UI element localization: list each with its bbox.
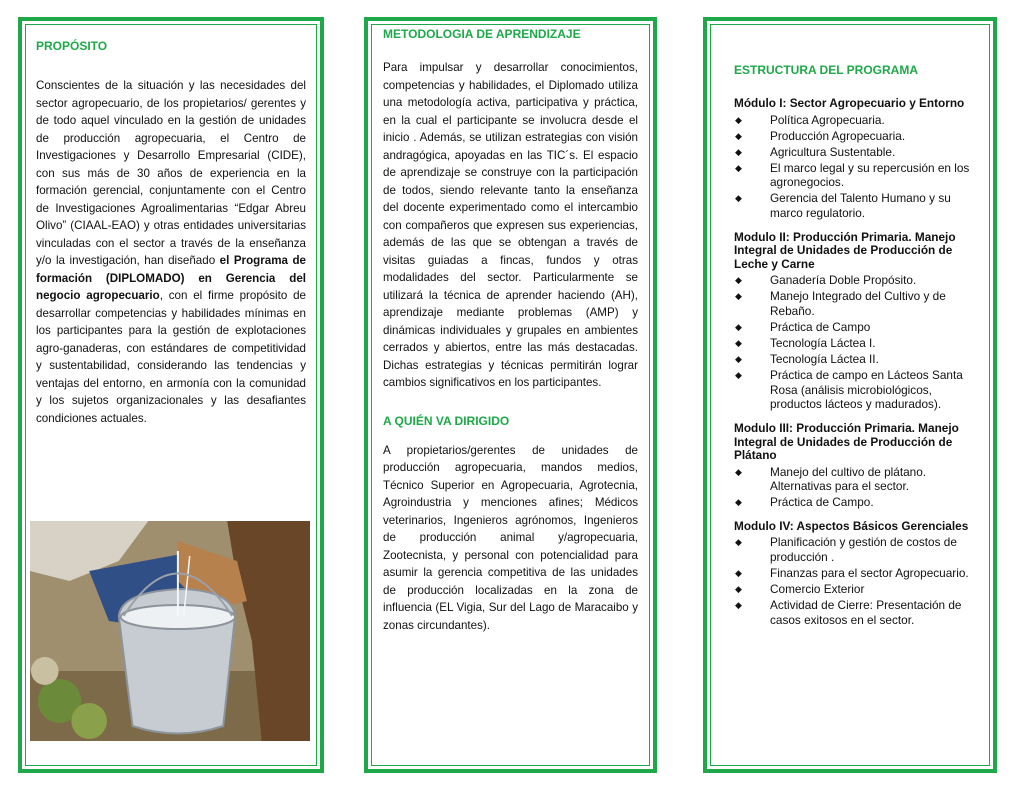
list-item — [734, 352, 973, 367]
diamond-bullet-icon: ◆ — [735, 497, 742, 508]
list-item — [734, 495, 973, 510]
heading-proposito: PROPÓSITO — [36, 39, 108, 53]
list-item-text: Tecnología Láctea I. — [770, 336, 876, 351]
diamond-bullet-icon: ◆ — [735, 584, 742, 595]
modules-list — [734, 97, 973, 627]
list-item — [734, 598, 973, 627]
list-item — [734, 191, 973, 220]
diamond-bullet-icon: ◆ — [735, 146, 742, 157]
list-item-text: Producción Agropecuaria. — [770, 128, 906, 143]
list-item — [734, 161, 973, 190]
module-1 — [734, 97, 973, 221]
proposito-text-b: , con el firme propósito de desarrollar competencias y habilidades mínimas en los participantes para la gestión de explotaciones agro-ganaderas, con estándares de competitividad y sustentabilidad, considerando las tendencias y ventajas del entorno, en armonía con la comunidad y los sujetos organizacionales y las desafiantes condiciones actuales. — [36, 289, 306, 425]
diamond-bullet-icon: ◆ — [735, 162, 742, 173]
list-item — [734, 582, 973, 597]
module-items — [734, 465, 973, 510]
list-item-text: Manejo Integrado del Cultivo y de Rebaño. — [770, 289, 946, 318]
list-item-text: Finanzas para el sector Agropecuario. — [770, 565, 969, 580]
heading-metodologia: METODOLOGIA DE APRENDIZAJE — [383, 27, 581, 41]
proposito-text-a: Conscientes de la situación y las necesidades del sector agropecuario, de los propietarios/ gerentes y de todo aquel vinculado en la gestión de unidades de producción agropecuaria, el Centro de Investigaciones y Desarrollo Empresarial (CIDE), con sus más de 30 años de experiencia en la formación gerencial, conjuntamente con el Centro de Investigaciones Agroalimentarias “Edgar Abreu Olivo” (CIAAL-EAO) y otras entidades universitarias vinculadas con el sector a través de la enseñanza y/o la investigación, han diseñado — [36, 79, 306, 267]
diamond-bullet-icon: ◆ — [735, 275, 742, 286]
list-item-text: Práctica de Campo — [770, 319, 871, 334]
list-item-text: El marco legal y su repercusión en los agronegocios. — [770, 160, 970, 190]
module-4 — [734, 520, 973, 628]
list-item-text: Tecnología Láctea II. — [770, 352, 879, 367]
module-title: Módulo I: Sector Agropecuario y Entorno — [734, 96, 965, 110]
list-item-text: Comercio Exterior — [770, 582, 865, 597]
diamond-bullet-icon: ◆ — [735, 130, 742, 141]
list-item — [734, 273, 973, 288]
list-item — [734, 129, 973, 144]
diamond-bullet-icon: ◆ — [735, 321, 742, 332]
proposito-text-bold: el Programa de formación (DIPLOMADO) en Gerencia del negocio agropecuario — [36, 254, 306, 302]
module-items — [734, 273, 973, 412]
list-item-text: Práctica de Campo. — [770, 495, 874, 510]
diamond-bullet-icon: ◆ — [735, 537, 742, 548]
heading-estructura: ESTRUCTURA DEL PROGRAMA — [734, 63, 919, 77]
list-item — [734, 535, 973, 564]
list-item-text: Política Agropecuaria. — [770, 112, 885, 127]
milking-photo — [30, 521, 310, 741]
list-item-text: Actividad de Cierre: Presentación de casos exitosos en el sector. — [770, 598, 962, 627]
list-item — [734, 465, 973, 494]
list-item — [734, 289, 973, 318]
diamond-bullet-icon: ◆ — [735, 466, 742, 477]
list-item-text: Gerencia del Talento Humano y su marco regulatorio. — [770, 191, 951, 221]
module-3 — [734, 422, 973, 510]
panel-metodologia — [364, 17, 657, 773]
heading-a-quien-va-dirigido: A QUIÉN VA DIRIGIDO — [383, 413, 510, 428]
dirigido-text: A propietarios/gerentes de unidades de producción agropecuaria, mandos medios, Técnico Superior en Agropecuaria, Agrotecnia, Agroindustria y menciones afines; Médicos veterinarios, Ingenieros agrónomos, Ingenieros de producción animal y/agropecuaria, Zootecnista, y personal con potencialidad para asumir la gerencia competitiva de las unidades de producción localizadas en la zona de influencia (EL Vigia, Sur del Lago de Maracaibo y zonas circundantes). — [383, 443, 638, 632]
list-item — [734, 336, 973, 351]
list-item-text: Planificación y gestión de costos de producción . — [770, 535, 957, 564]
list-item-text: Agricultura Sustentable. — [770, 144, 896, 159]
module-items — [734, 113, 973, 221]
proposito-text — [36, 77, 306, 427]
list-item-text: Manejo del cultivo de plátano. Alternativas para el sector. — [770, 464, 927, 494]
diamond-bullet-icon: ◆ — [735, 193, 742, 204]
diamond-bullet-icon: ◆ — [735, 354, 742, 365]
list-item — [734, 145, 973, 160]
diamond-bullet-icon: ◆ — [735, 114, 742, 125]
panel-proposito — [18, 17, 324, 773]
module-title: Modulo IV: Aspectos Básicos Gerenciales — [734, 518, 969, 533]
list-item — [734, 113, 973, 128]
diamond-bullet-icon: ◆ — [735, 370, 742, 381]
diamond-bullet-icon: ◆ — [735, 338, 742, 349]
list-item — [734, 320, 973, 335]
diamond-bullet-icon: ◆ — [735, 291, 742, 302]
list-item — [734, 566, 973, 581]
diamond-bullet-icon: ◆ — [735, 600, 742, 611]
diamond-bullet-icon: ◆ — [735, 567, 742, 578]
list-item — [734, 368, 973, 412]
list-item-text: Ganadería Doble Propósito. — [770, 273, 917, 288]
module-title: Modulo III: Producción Primaria. Manejo Integral de Unidades de Producción de Plátano — [734, 421, 959, 462]
module-title: Modulo II: Producción Primaria. Manejo Integral de Unidades de Producción de Leche y Carne — [734, 229, 956, 271]
module-items — [734, 535, 973, 627]
metodologia-text: Para impulsar y desarrollar conocimientos, competencias y habilidades, el Diplomado utiliza una metodología activa, participativa y práctica, en la cual el participante se involucra desde el inicio . Además, se utilizan estrategias con visión andragógica, apoyadas en las TIC´s. El espacio de aprendizaje se construye con la participación de todos, siendo relevante tanto la enseñanza del docente experimentado como el intercambio con compañeros que expresen sus experiencias, además de las que se obtengan a través de visitas guiadas a fincas, fundos y otras modalidades del sector. Particularmente se utilizará la técnica de aprender haciendo (AH), aprendizaje mediante problemas (AMP) y dinámicas individuales y grupales en ambientes cerrados y abiertos, entre las más destacadas. Dichas estrategias y técnicas permitirán lograr cambios significativos en los participantes. — [383, 61, 638, 389]
module-2 — [734, 231, 973, 412]
panel-estructura — [703, 17, 997, 773]
list-item-text: Práctica de campo en Lácteos Santa Rosa (análisis microbiológicos, productos lácteos y madurados). — [770, 368, 963, 412]
